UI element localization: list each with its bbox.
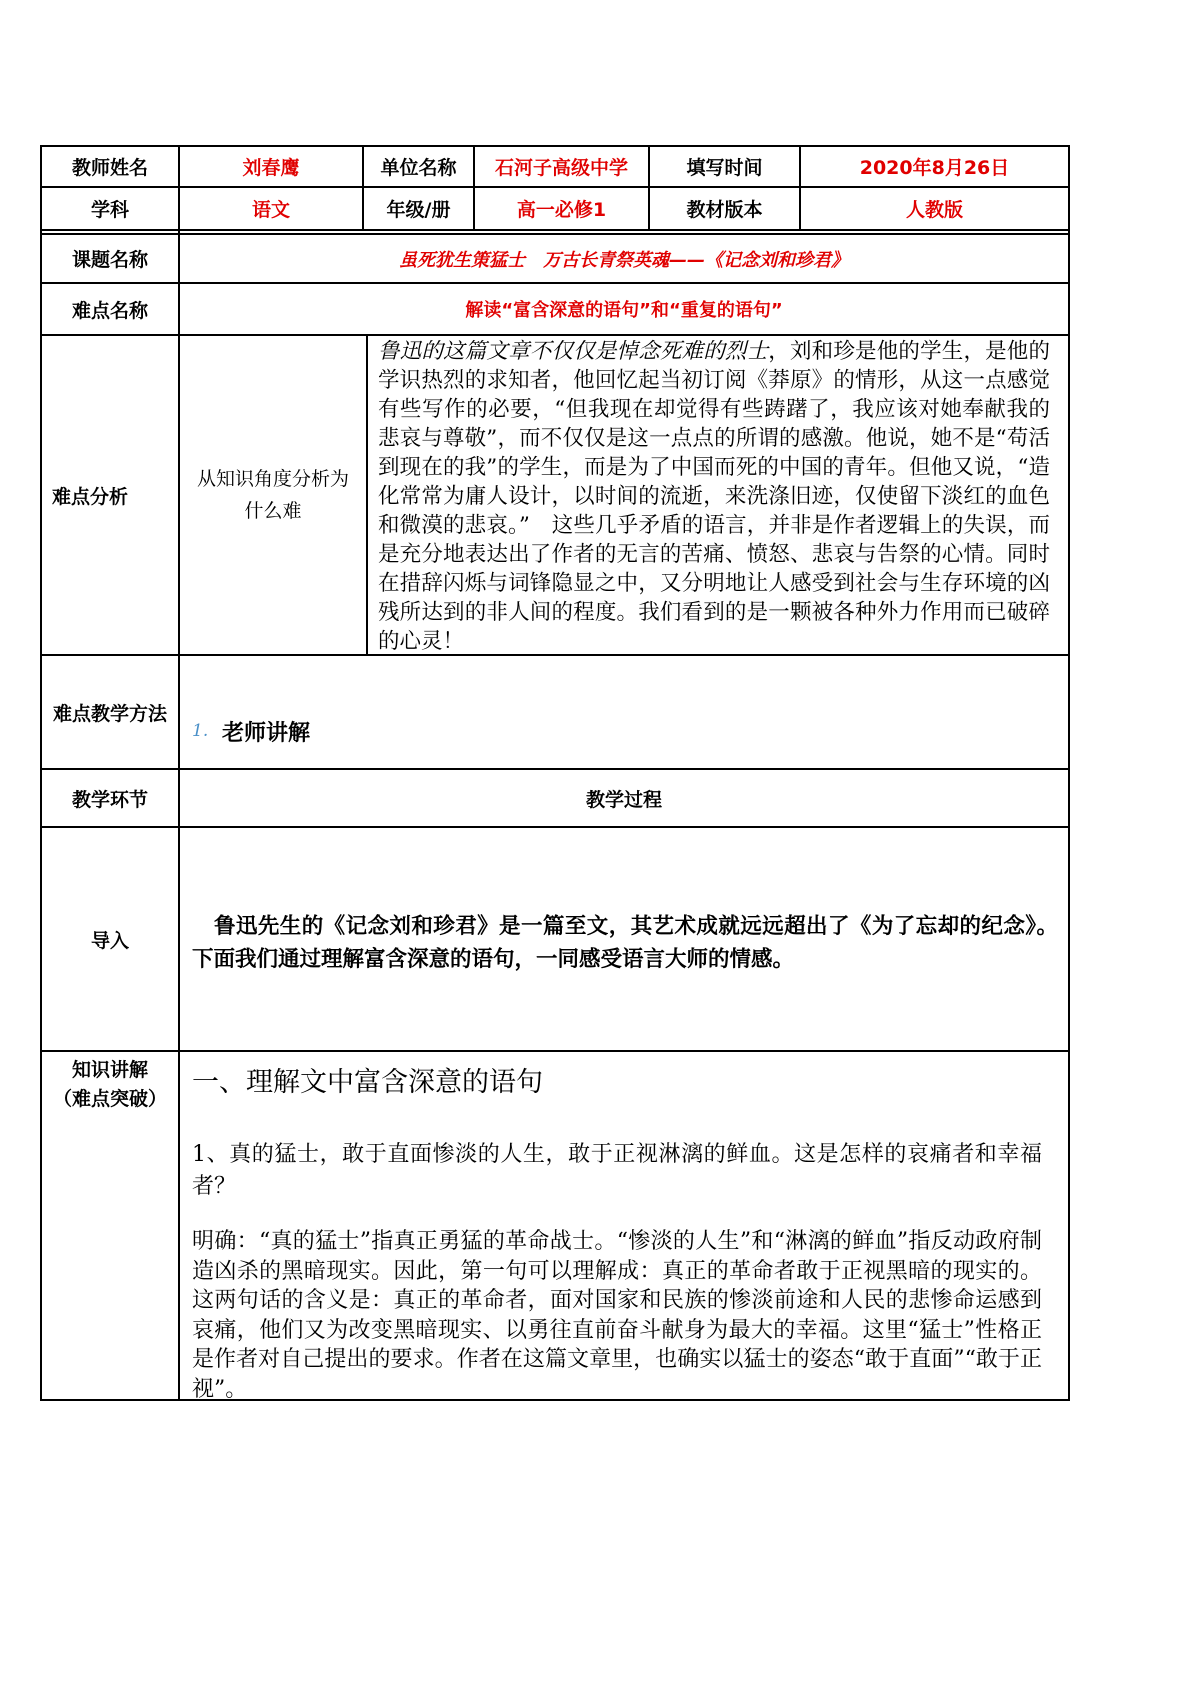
method-item	[192, 714, 1052, 748]
knowledge-label-line2: （难点突破）	[52, 1088, 167, 1110]
col-divider	[366, 334, 368, 654]
method-item-number: 1.	[192, 721, 209, 741]
teacher-value: 刘春鹰	[242, 157, 300, 179]
row-divider	[40, 229, 1070, 231]
knowledge-label-line1: 知识讲解	[71, 1059, 148, 1081]
intro-text: 鲁迅先生的《记念刘和珍君》是一篇至文，其艺术成就远远超出了《为了忘却的纪念》。下面我们通过理解富含深意的语句，一同感受语言大师的情感。	[192, 914, 1058, 972]
row-divider	[40, 1050, 1070, 1052]
knowledge-answer: 明确：“真的猛士”指真正勇猛的革命战士。“惨淡的人生”和“淋漓的鲜血”指反动政府制造凶杀的黑暗现实。因此，第一句可以理解成：真正的革命者敢于正视黑暗的现实的。这两句话的含义是：真正的革命者，面对国家和民族的惨淡前途和人民的悲惨命运感到哀痛，他们又为改变黑暗现实、以勇往直前奋斗献身为最大的幸福。这里“猛士”性格正是作者对自己提出的要求。作者在这篇文章里，也确实以猛士的姿态“敢于直面”“敢于正视”。	[192, 1229, 1042, 1402]
time-value: 2020年8月26日	[859, 157, 1010, 179]
grade-label: 年级/册	[386, 199, 451, 221]
difficulty-label: 难点名称	[71, 299, 148, 322]
unit-value: 石河子高级中学	[494, 157, 628, 179]
subject-label: 学科	[90, 199, 129, 221]
knowledge-question: 1、真的猛士，敢于直面惨淡的人生，敢于正视淋漓的鲜血。这是怎样的哀痛者和幸福者？	[192, 1142, 1042, 1199]
process-value: 教学过程	[585, 788, 662, 811]
analysis-text-rest: ，刘和珍是他的学生，是他的学识热烈的求知者，他回忆起当初订阅《莽原》的情形，从这一点感觉有些写作的必要，“但我现在却觉得有些踌躇了，我应该对她奉献我的悲哀与尊敬”，而不仅仅是这一点点的所谓的感激。他说，她不是“苟活到现在的我”的学生，而是为了中国而死的中国的青年。但他又说，“造化常常为庸人设计，以时间的流逝，来洗涤旧迹，仅使留下淡红的血色和微漠的悲哀。” 这些几乎矛盾的语言，并非是作者逻辑上的失误，而是充分地表达出了作者的无言的苦痛、愤怒、悲哀与告祭的心情。同时在措辞闪烁与词锋隐显之中，又分明地让人感受到社会与生存环境的凶残所达到的非人间的程度。我们看到的是一颗被各种外力作用而已破碎的心灵！	[378, 339, 1050, 654]
analysis-label: 难点分析	[52, 485, 129, 508]
unit-label: 单位名称	[380, 157, 457, 179]
teacher-label: 教师姓名	[71, 157, 148, 179]
subject-value: 语文	[251, 199, 290, 221]
analysis-sub-label: 从知识角度分析为什么难	[196, 468, 349, 522]
intro-label: 导入	[90, 929, 129, 952]
topic-label: 课题名称	[71, 249, 148, 271]
edition-value: 人教版	[905, 199, 963, 221]
row-divider	[40, 826, 1070, 828]
grade-value: 高一必修1	[516, 199, 607, 221]
method-label: 难点教学方法	[52, 702, 167, 725]
knowledge-label	[42, 1056, 178, 1114]
knowledge-heading: 一、理解文中富含深意的语句	[192, 1067, 543, 1098]
difficulty-value: 解读“富含深意的语句”和“重复的语句”	[465, 300, 783, 321]
time-label: 填写时间	[686, 157, 763, 179]
method-item-text: 老师讲解	[222, 720, 311, 746]
topic-value: 虽死犹生策猛士 万古长青祭英魂——《记念刘和珍君》	[399, 249, 849, 271]
process-label: 教学环节	[71, 788, 148, 811]
analysis-text	[378, 337, 1050, 656]
edition-label: 教材版本	[686, 199, 763, 221]
analysis-text-italic: 鲁迅的这篇文章不仅仅是悼念死难的烈士	[378, 339, 769, 364]
